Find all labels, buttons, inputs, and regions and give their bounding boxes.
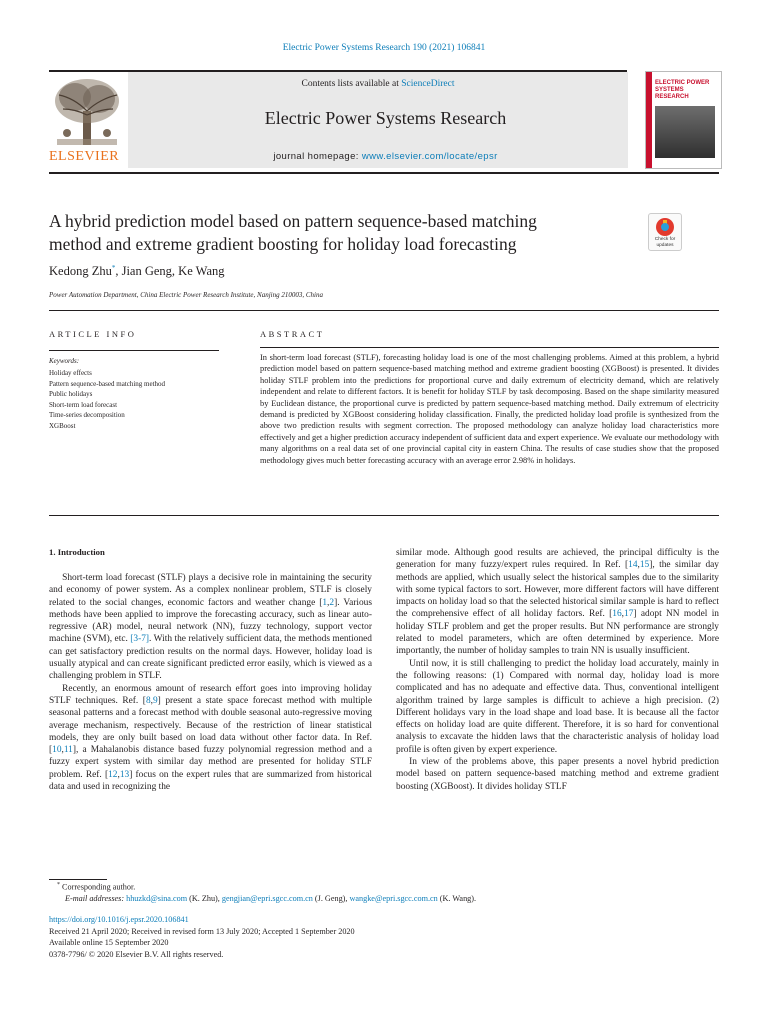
citation-link[interactable]: 13 [119, 769, 130, 780]
title-line-1: A hybrid prediction model based on pattern sequence-based matching [49, 211, 537, 231]
abstract-bottom-rule [49, 515, 719, 516]
copyright: 0378-7796/ © 2020 Elsevier B.V. All rights reserved. [49, 949, 224, 959]
keyword-item: XGBoost [49, 421, 76, 430]
footnote-rule [49, 879, 107, 880]
abstract-rule [260, 347, 719, 348]
citation-link[interactable]: 17 [624, 609, 634, 620]
author-affiliation: Power Automation Department, China Electric Power Research Institute, Nanjing 210003, China [49, 291, 323, 299]
contents-prefix: Contents lists available at [301, 79, 402, 89]
keyword-item: Pattern sequence-based matching method [49, 379, 166, 388]
journal-cover-image [645, 71, 722, 169]
info-rule [49, 350, 219, 351]
citation-link[interactable]: 14 [628, 560, 638, 571]
keywords-label: Keywords: [49, 357, 80, 365]
cover-title-line1: ELECTRIC POWER [655, 80, 710, 86]
author-list [49, 264, 225, 279]
article-title [49, 210, 629, 256]
article-metadata [49, 914, 355, 960]
header-bottom-rule [49, 172, 719, 174]
homepage-prefix: journal homepage: [273, 151, 362, 162]
author-name-1: Kedong Zhu [49, 264, 112, 279]
sciencedirect-link[interactable]: ScienceDirect [401, 79, 455, 89]
crossmark-icon [649, 216, 681, 238]
corresponding-author-mark[interactable]: * [111, 264, 116, 272]
citation-link[interactable]: 9 [152, 695, 158, 706]
corresponding-author-note [57, 882, 135, 892]
journal-reference-link[interactable]: Electric Power Systems Research 190 (2021) 106841 [282, 43, 486, 53]
cover-photo [655, 106, 715, 158]
citation-link[interactable]: [3-7] [130, 634, 150, 645]
journal-name: Electric Power Systems Research [264, 108, 507, 128]
abstract-heading: ABSTRACT [260, 329, 325, 339]
body-right-column [396, 547, 719, 793]
keyword-item: Time-series decomposition [49, 411, 125, 419]
journal-homepage [128, 151, 643, 162]
keywords-list [49, 368, 165, 431]
article-info-heading: ARTICLE INFO [49, 329, 137, 339]
email-link-zhu[interactable]: hhuzkd@sina.com [126, 894, 188, 903]
doi-link[interactable]: https://doi.org/10.1016/j.epsr.2020.106841 [49, 915, 189, 924]
contents-availability [128, 79, 628, 89]
citation-link[interactable]: 15 [639, 560, 650, 571]
paragraph: similar mode. Although good results are achieved, the principal difficulty is the generation for many fuzzy/expert rules required. In Ref. [14,15], the similar day methods are applied, which usually select the historical samples due to the similarity with some typical factors to sort. However, more different factors will have different impacts on holiday load so that the selected historical similar sample is hard to reflect the comprehensive effect of all holiday factors. Ref. [16,17] adopt NN model in holiday STLF problem and get the proper results. But NN performance are strongly related to model parameters, which are often determined by experience. More importantly, the number of holiday samples to train NN is usually insufficient. [396, 548, 719, 657]
check-for-updates-badge[interactable] [648, 213, 682, 251]
paragraph: In view of the problems above, this paper presents a novel hybrid prediction model based on pattern sequence-based matching method and extreme gradient boosting (XGBoost). It divides holiday STLF [396, 757, 719, 792]
email-link-wang[interactable]: wangke@epri.sgcc.com.cn [349, 894, 438, 903]
paragraph: Recently, an enormous amount of research effort goes into improving holiday STLF techniques. Ref. [8,9] present a state space forecast method with multiple seasonal patterns and a forecast method with double seasonal auto-regressive moving average mechanism, respectively. Because of the restriction of linear statistical models, they are only built based on load data without other factor data. In Ref. [10,11], a Mahalanobis distance based fuzzy polynomial regression method and a fuzzy expert system with similar day method are presented for holiday STLF problem. Ref. [12,13] focus on the expert rules that are summarized from historical data and used in recognizing the [49, 683, 372, 793]
elsevier-tree-logo [49, 75, 125, 147]
homepage-link[interactable]: www.elsevier.com/locate/epsr [361, 151, 498, 162]
citation-link[interactable]: 12 [108, 769, 118, 780]
info-top-rule [49, 310, 719, 311]
citation-link[interactable]: 10 [52, 745, 62, 756]
body-left-column [49, 572, 372, 793]
cover-title-line2: SYSTEMS RESEARCH [655, 87, 689, 100]
citation-link[interactable]: 11 [63, 745, 73, 756]
paragraph: Until now, it is still challenging to predict the holiday load accurately, mainly in the following reasons: (1) Compared with normal day, holiday load is more complicated and has no adequate and effective data. Thus, conventional intelligent algorithm trained by large samples is difficult to achieve a high precision. (2) Different holidays vary in the load shape and load base. It is because all the factor effects on holiday load are quite different. Therefore, it is so hard for conventional analysis to excavate the hidden laws that the characteristic analysis of holiday load profile is often given by expert experience. [396, 658, 719, 755]
citation-link[interactable]: 16 [612, 609, 622, 620]
available-online: Available online 15 September 2020 [49, 938, 169, 947]
citation-link[interactable]: 1 [322, 597, 328, 608]
crossmark-label: Check for updates [654, 237, 676, 248]
corresponding-label: Corresponding author. [62, 882, 136, 892]
email-addresses: E-mail addresses: hhuzkd@sina.com (K. Zhu), gengjian@epri.sgcc.com.cn (J. Geng), wangke@epri.sgcc.com.cn (K. Wang). [65, 894, 477, 903]
footnote-star: * [57, 882, 60, 888]
section-heading-introduction: 1. Introduction [49, 547, 105, 557]
keyword-item: Public holidays [49, 390, 93, 398]
paragraph: Short-term load forecast (STLF) plays a decisive role in maintaining the security and economy of power system. As a complex nonlinear problem, STLF is closely related to the social changes, economic factors and weather change [1,2]. Various methods have been applied to improve the forecasting accuracy, such as linear auto-regressive (AR) model, neural network (NN), fuzzy technology, support vector machine (SVM), etc. [3-7]. With the relatively sufficient data, the methods mentioned can get satisfactory prediction results on the normal days. However, holiday load is usually atypical and can create significant predicted error easily, which is viewed as a challenging problem in STLF. [49, 573, 373, 682]
author-names-rest: , Jian Geng, Ke Wang [115, 264, 225, 279]
title-line-2: method and extreme gradient boosting for holiday load forecasting [49, 234, 517, 254]
email-label: E-mail addresses: [65, 894, 125, 903]
email-link-geng[interactable]: gengjian@epri.sgcc.com.cn [221, 894, 313, 903]
keyword-item: Short-term load forecast [49, 400, 118, 409]
received-dates: Received 21 April 2020; Received in revised form 13 July 2020; Accepted 1 September 2020 [49, 926, 355, 936]
citation-link[interactable]: 2 [329, 597, 335, 608]
elsevier-wordmark: ELSEVIER [49, 149, 120, 164]
abstract-text: In short-term load forecast (STLF), forecasting holiday load is one of the most challenging problems. Aimed at this problem, a hybrid prediction model based on pattern sequence-based matching method and extreme gradient boosting (XGBoost) is presented. It divides holiday STLF problem into the predictions for proportional curve and daily extremum of electricity demand, which are relatively independent and relate to different factors. It is benefit for holiday STLF by task decomposing. Based on the shape similarity measured by Euclidean distance, the proportional curve is predicted by pattern sequence-based matching method. Daily extremum of electricity demand is predicted by XGBoost considering holiday classification. Finally, the predicted holiday load profile is synthesized from the above two prediction results with segment correction. The proposed methodology can analyze holiday load characteristics more effectively and get a higher prediction accuracy independent of sufficient data and expert experience. We evaluate our methodology with many algorithms on a real data set of one provincial capital city in eastern China. The results of case studies show that the proposed methodology gives much better forecasting accuracy with an average error 2.98% in holidays. [260, 353, 719, 465]
citation-link[interactable]: 8 [145, 695, 151, 706]
keyword-item: Holiday effects [49, 369, 92, 377]
